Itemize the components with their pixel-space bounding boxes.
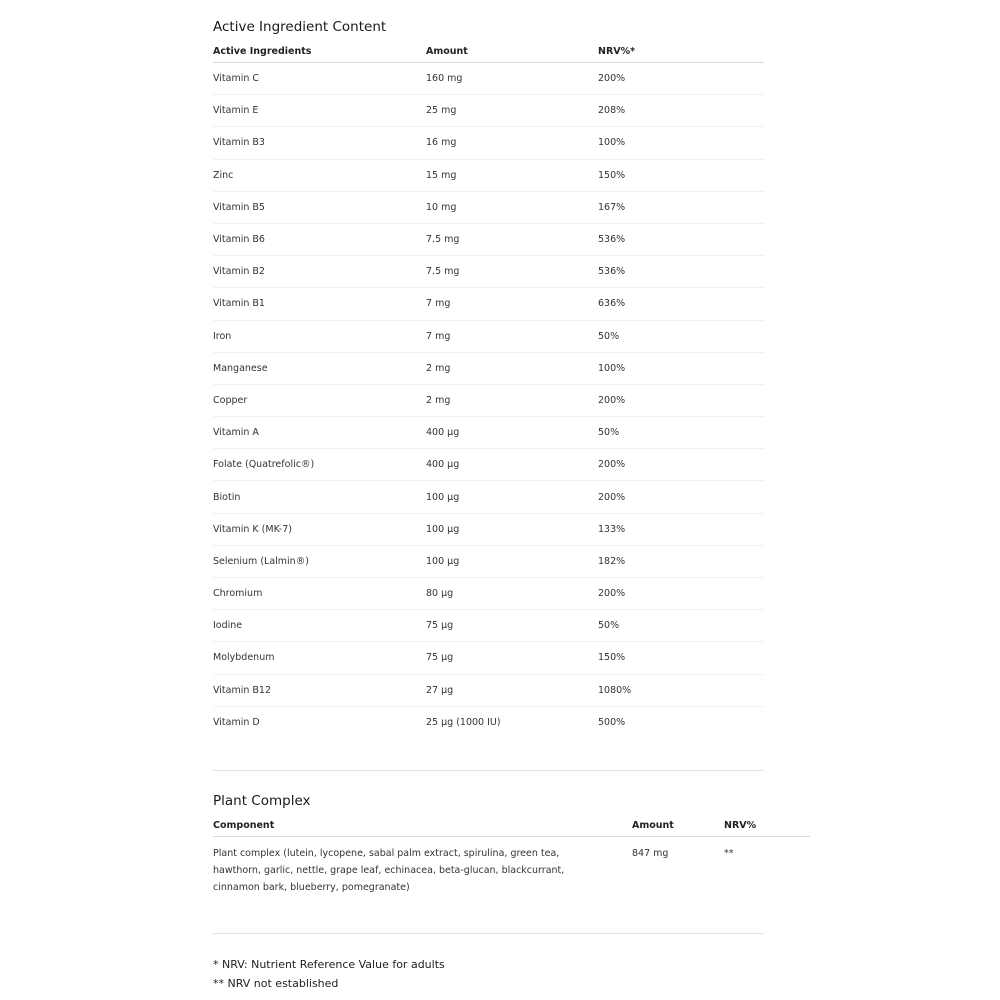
- table-header-row: [213, 815, 810, 837]
- ingredient-name-cell: Vitamin B12: [213, 674, 426, 706]
- ingredient-name-cell: Vitamin B3: [213, 127, 426, 159]
- plant-nrv-cell: **: [724, 848, 734, 859]
- ingredient-nrv-cell: 1080%: [598, 674, 764, 706]
- ingredient-name-cell: Vitamin K (MK-7): [213, 513, 426, 545]
- ingredient-amount-cell: 400 µg: [426, 417, 598, 449]
- table-row: [213, 159, 764, 191]
- column-header-nrv: NRV%*: [598, 41, 764, 63]
- section-divider: [213, 770, 764, 771]
- ingredient-name-cell: Manganese: [213, 352, 426, 384]
- ingredient-rows: [213, 63, 764, 738]
- ingredient-amount-cell: 15 mg: [426, 159, 598, 191]
- ingredient-name-cell: Vitamin B5: [213, 191, 426, 223]
- active-ingredients-title: Active Ingredient Content: [213, 19, 387, 35]
- ingredient-name-cell: Biotin: [213, 481, 426, 513]
- ingredient-amount-cell: 75 µg: [426, 610, 598, 642]
- table-row: [213, 449, 764, 481]
- ingredient-name-cell: Selenium (Lalmin®): [213, 545, 426, 577]
- ingredient-nrv-cell: 150%: [598, 642, 764, 674]
- column-header-amount: Amount: [632, 815, 724, 837]
- table-row: [213, 545, 764, 577]
- ingredient-amount-cell: 7 mg: [426, 320, 598, 352]
- ingredient-name-cell: Folate (Quatrefolic®): [213, 449, 426, 481]
- table-row: [213, 610, 764, 642]
- table-row: [213, 256, 764, 288]
- table-row: [213, 288, 764, 320]
- table-row: [213, 320, 764, 352]
- ingredient-nrv-cell: 150%: [598, 159, 764, 191]
- ingredient-amount-cell: 400 µg: [426, 449, 598, 481]
- footnotes: [213, 955, 445, 993]
- column-header-ingredient: Active Ingredients: [213, 41, 426, 63]
- ingredient-amount-cell: 100 µg: [426, 481, 598, 513]
- plant-component-cell: Plant complex (lutein, lycopene, sabal palm extract, spirulina, green tea, hawthorn, garlic, nettle, grape leaf, echinacea, beta-glucan, blackcurrant, cinnamon bark, blueberry, pomegranate): [213, 848, 565, 893]
- table-row: [213, 513, 764, 545]
- table-row: [213, 481, 764, 513]
- table-header-row: [213, 41, 764, 63]
- table-row: [213, 384, 764, 416]
- ingredient-name-cell: Vitamin B6: [213, 223, 426, 255]
- ingredient-amount-cell: 100 µg: [426, 545, 598, 577]
- ingredient-nrv-cell: 500%: [598, 716, 626, 728]
- table-row: [213, 837, 810, 897]
- ingredient-amount-cell: 2 mg: [426, 384, 598, 416]
- ingredient-amount-cell: 25 mg: [426, 95, 598, 127]
- ingredient-name-cell: Molybdenum: [213, 642, 426, 674]
- ingredient-name-cell: Zinc: [213, 159, 426, 191]
- column-header-component: Component: [213, 815, 632, 837]
- ingredient-nrv-cell: 536%: [598, 223, 764, 255]
- ingredient-amount-cell: 16 mg: [426, 127, 598, 159]
- ingredient-nrv-cell: 50%: [598, 417, 764, 449]
- ingredient-nrv-cell: 100%: [598, 352, 764, 384]
- ingredient-nrv-cell: 50%: [598, 610, 764, 642]
- ingredient-name-cell: Vitamin D: [213, 716, 260, 728]
- ingredient-amount-cell: 7.5 mg: [426, 256, 598, 288]
- column-header-amount: Amount: [426, 41, 598, 63]
- ingredient-amount-cell: 25 µg (1000 IU): [426, 716, 501, 728]
- ingredient-name-cell: Iron: [213, 320, 426, 352]
- footnote-nrv-definition: * NRV: Nutrient Reference Value for adults: [213, 958, 445, 971]
- ingredient-amount-cell: 75 µg: [426, 642, 598, 674]
- ingredient-nrv-cell: 100%: [598, 127, 764, 159]
- ingredient-nrv-cell: 133%: [598, 513, 764, 545]
- footnote-nrv-not-established: ** NRV not established: [213, 977, 339, 990]
- ingredient-amount-cell: 160 mg: [426, 63, 598, 95]
- table-row: [213, 127, 764, 159]
- ingredient-name-cell: Vitamin E: [213, 95, 426, 127]
- table-row: [213, 191, 764, 223]
- ingredient-name-cell: Chromium: [213, 578, 426, 610]
- ingredient-name-cell: Copper: [213, 384, 426, 416]
- ingredient-nrv-cell: 200%: [598, 63, 764, 95]
- column-header-nrv: NRV%: [724, 815, 810, 837]
- table-row: [213, 706, 764, 738]
- ingredient-amount-cell: 10 mg: [426, 191, 598, 223]
- ingredient-nrv-cell: 208%: [598, 95, 764, 127]
- table-row: [213, 63, 764, 95]
- ingredient-nrv-cell: 536%: [598, 256, 764, 288]
- ingredient-name-cell: Vitamin A: [213, 417, 426, 449]
- plant-amount-cell: 847 mg: [632, 848, 669, 859]
- table-row: [213, 578, 764, 610]
- ingredient-name-cell: Vitamin C: [213, 63, 426, 95]
- plant-complex-title: Plant Complex: [213, 793, 311, 809]
- ingredient-amount-cell: 7 mg: [426, 288, 598, 320]
- table-row: [213, 642, 764, 674]
- plant-complex-table: [213, 815, 810, 896]
- ingredient-amount-cell: 80 µg: [426, 578, 598, 610]
- table-row: [213, 95, 764, 127]
- ingredient-nrv-cell: 50%: [598, 320, 764, 352]
- section-divider: [213, 933, 764, 934]
- table-row: [213, 352, 764, 384]
- ingredient-amount-cell: 100 µg: [426, 513, 598, 545]
- ingredient-nrv-cell: 200%: [598, 384, 764, 416]
- table-row: [213, 223, 764, 255]
- table-row: [213, 417, 764, 449]
- ingredient-name-cell: Vitamin B2: [213, 256, 426, 288]
- ingredient-nrv-cell: 167%: [598, 191, 764, 223]
- ingredient-amount-cell: 27 µg: [426, 674, 598, 706]
- ingredient-nrv-cell: 200%: [598, 481, 764, 513]
- ingredient-name-cell: Vitamin B1: [213, 288, 426, 320]
- ingredient-amount-cell: 2 mg: [426, 352, 598, 384]
- ingredient-nrv-cell: 200%: [598, 449, 764, 481]
- ingredient-name-cell: Iodine: [213, 610, 426, 642]
- ingredient-amount-cell: 7.5 mg: [426, 223, 598, 255]
- ingredient-nrv-cell: 200%: [598, 578, 764, 610]
- active-ingredients-table: [213, 41, 764, 738]
- ingredient-nrv-cell: 182%: [598, 545, 764, 577]
- table-row: [213, 674, 764, 706]
- ingredient-nrv-cell: 636%: [598, 288, 764, 320]
